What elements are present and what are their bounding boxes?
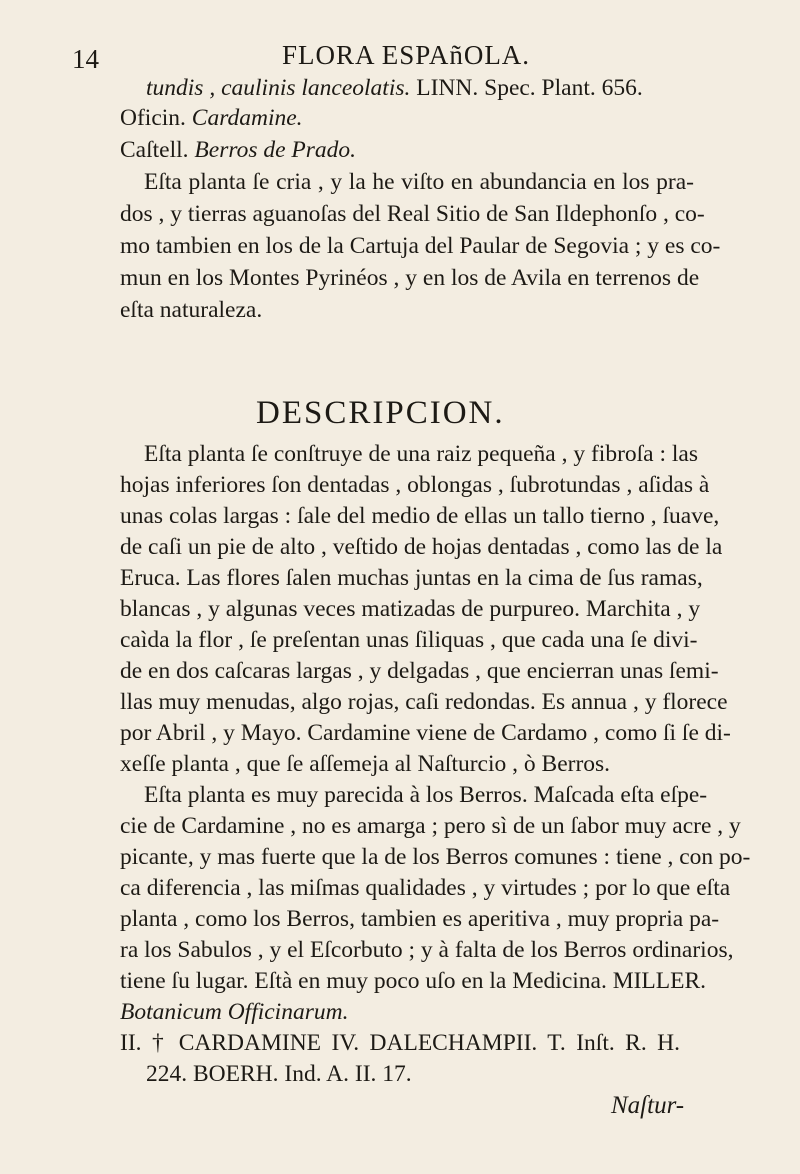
description-line-2: hojas inferiores ſon dentadas , oblongas , ſubrotundas , aſidas à xyxy=(120,472,710,498)
properties-line-1: Eſta planta es muy parecida à los Berros. Maſcada eſta eſpe- xyxy=(144,782,708,808)
oficin-name: Cardamine. xyxy=(191,105,303,131)
latin-phrase: tundis , caulinis lanceolatis. xyxy=(146,75,411,101)
description-line-7: caìda la flor , ſe preſentan unas ſiliquas , que cada una ſe divi- xyxy=(120,627,698,653)
running-title: FLORA ESPAñOLA. xyxy=(282,40,531,70)
castell-label: Caſtell. xyxy=(120,137,195,163)
intro-line-3 xyxy=(120,136,356,164)
description-line-9: llas muy menudas, algo rojas, caſi redondas. Es annua , y florece xyxy=(120,689,728,715)
habitat-line-1: Eſta planta ſe cria , y la he viſto en abundancia en los pra- xyxy=(144,169,694,195)
habitat-line-4: mun en los Montes Pyrinéos , y en los de Avila en terrenos de xyxy=(120,265,700,291)
description-line-1: Eſta planta ſe conſtruye de una raiz pequeña , y fibroſa : las xyxy=(144,441,698,467)
page-number: 14 xyxy=(72,44,99,74)
entry-line-1: II. † CARDAMINE IV. DALECHAMPII. T. Inſt. R. H. xyxy=(120,1030,680,1056)
description-line-11: xeſſe planta , que ſe aſſemeja al Naſturcio , ò Berros. xyxy=(120,751,611,777)
properties-line-6: ra los Sabulos , y el Eſcorbuto ; y à falta de los Berros ordinarios, xyxy=(120,937,734,963)
properties-line-8: Botanicum Officinarum. xyxy=(120,999,349,1025)
catchword: Naſtur- xyxy=(611,1092,685,1119)
intro-line-2 xyxy=(120,104,303,132)
intro-line-1 xyxy=(146,74,643,102)
linnaeus-reference: LINN. Spec. Plant. 656. xyxy=(410,75,643,101)
description-line-4: de caſi un pie de alto , veſtido de hojas dentadas , como las de la xyxy=(120,534,723,560)
properties-line-5: planta , como los Berros, tambien es aperitiva , muy propria pa- xyxy=(120,906,720,932)
description-line-8: de en dos caſcaras largas , y delgadas , que encierran unas ſemi- xyxy=(120,658,719,684)
entry-line-2: 224. BOERH. Ind. A. II. 17. xyxy=(146,1061,412,1087)
description-line-5: Eruca. Las flores ſalen muchas juntas en la cima de ſus ramas, xyxy=(120,565,703,591)
description-line-3: unas colas largas : ſale del medio de ellas un tallo tierno , ſuave, xyxy=(120,503,720,529)
oficin-label: Oficin. xyxy=(120,105,192,131)
castell-name: Berros de Prado. xyxy=(194,137,357,163)
properties-line-3: picante, y mas fuerte que la de los Berros comunes : tiene , con po- xyxy=(120,844,751,870)
description-line-6: blancas , y algunas veces matizadas de purpureo. Marchita , y xyxy=(120,596,701,622)
properties-line-7: tiene ſu lugar. Eſtà en muy poco uſo en la Medicina. MILLER. xyxy=(120,968,707,994)
properties-line-4: ca diferencia , las miſmas qualidades , y virtudes ; por lo que eſta xyxy=(120,875,731,901)
section-heading: DESCRIPCION. xyxy=(256,395,505,431)
habitat-line-5: eſta naturaleza. xyxy=(120,297,263,323)
properties-line-2: cie de Cardamine , no es amarga ; pero sì de un ſabor muy acre , y xyxy=(120,813,741,839)
habitat-line-3: mo tambien en los de la Cartuja del Paular de Segovia ; y es co- xyxy=(120,233,721,259)
habitat-line-2: dos , y tierras aguanoſas del Real Sitio de San Ildephonſo , co- xyxy=(120,201,705,227)
description-line-10: por Abril , y Mayo. Cardamine viene de Cardamo , como ſi ſe di- xyxy=(120,720,731,746)
